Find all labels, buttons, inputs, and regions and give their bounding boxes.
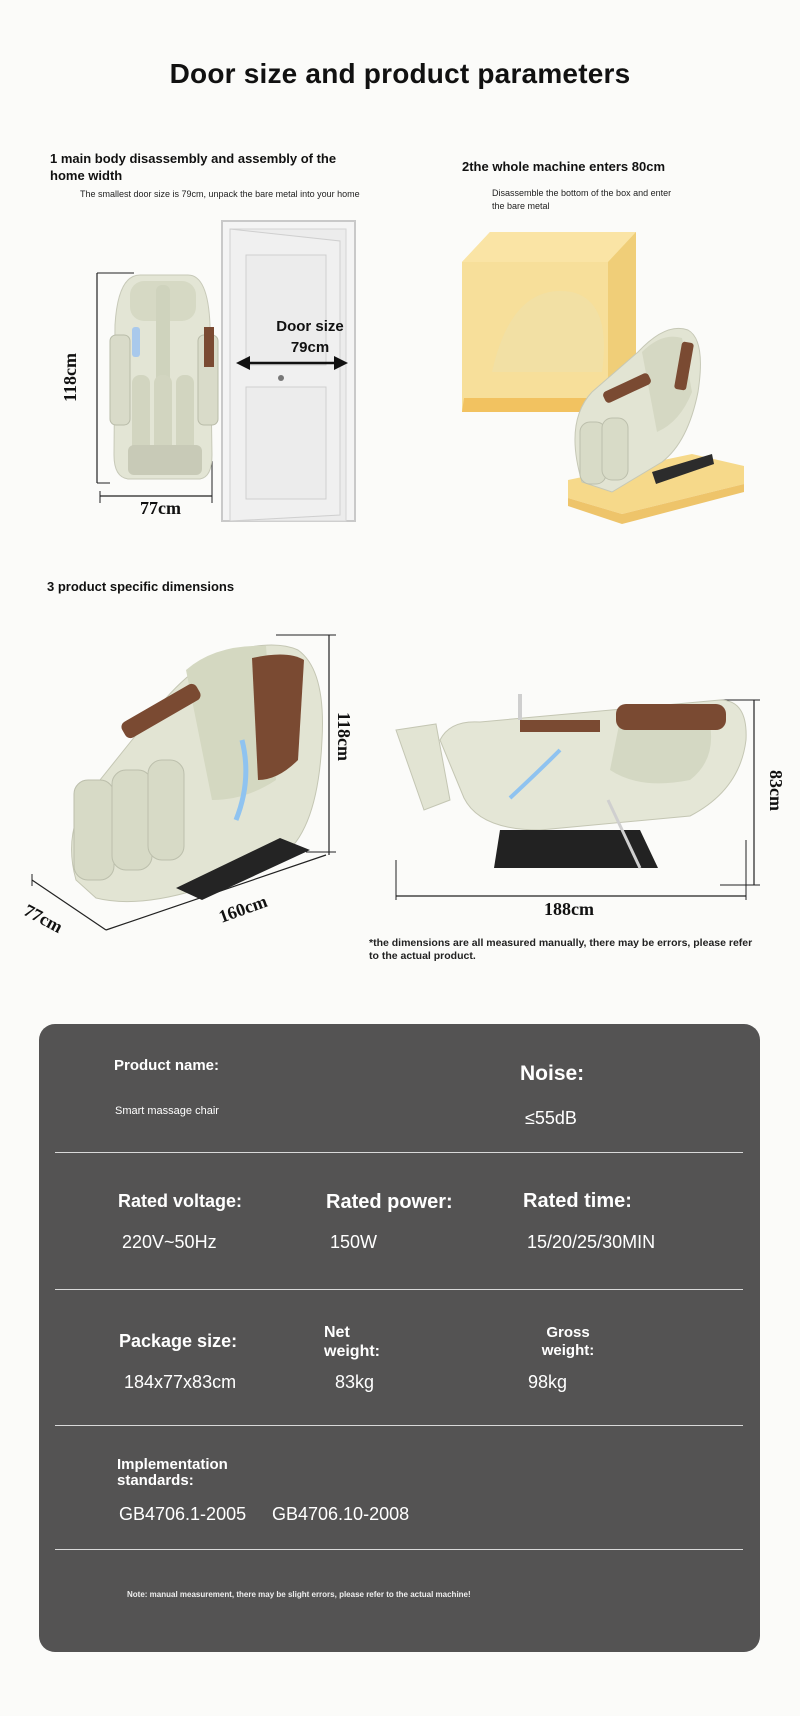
product-name-value: Smart massage chair <box>115 1105 219 1117</box>
angled-height-label: 118cm <box>334 712 354 761</box>
door-size-label <box>260 316 360 358</box>
standards-label: Implementation standards: <box>117 1456 228 1489</box>
angled-length-label: 160cm <box>216 890 270 927</box>
section1-heading: 1 main body disassembly and assembly of the home width <box>50 151 337 183</box>
door-size-line1: Door size <box>276 318 344 335</box>
rated-time-value: 15/20/25/30MIN <box>527 1232 656 1252</box>
net-weight-label: Net weight: <box>324 1324 380 1360</box>
reclined-length-label: 188cm <box>544 899 594 919</box>
chair-front-door-illustration <box>70 215 400 530</box>
standard-1: GB4706.1-2005 <box>119 1504 247 1524</box>
section2-subtext: Disassemble the bottom of the box and enter the bare metal <box>492 188 672 211</box>
page-title: Door size and product parameters <box>169 58 631 89</box>
angled-depth-label: 77cm <box>20 900 67 937</box>
section2-heading: 2the whole machine enters 80cm <box>462 159 666 174</box>
chair-angled-view <box>26 630 366 940</box>
rated-power-label: Rated power: <box>326 1191 453 1213</box>
rated-time-label: Rated time: <box>523 1190 632 1212</box>
net-weight-value: 83kg <box>335 1372 375 1392</box>
gross-weight-label: Gross weight: <box>541 1324 595 1359</box>
chair-front-view <box>110 275 218 479</box>
door-illustration <box>222 221 355 521</box>
product-name-label: Product name: <box>114 1057 220 1074</box>
package-size-label: Package size: <box>119 1331 238 1351</box>
door-size-line2: 79cm <box>290 339 330 356</box>
standard-2: GB4706.10-2008 <box>272 1504 410 1524</box>
dimensions-note: *the dimensions are all measured manually, there may be errors, please refer to the actual product. <box>369 937 753 962</box>
panel-footnote: Note: manual measurement, there may be slight errors, please refer to the actual machine! <box>127 1590 471 1599</box>
chair-reclined-side-view <box>390 680 770 900</box>
spec-panel <box>39 1024 760 1652</box>
divider <box>55 1549 743 1550</box>
package-size-value: 184x77x83cm <box>124 1372 237 1392</box>
section1-subtext: The smallest door size is 79cm, unpack the bare metal into your home <box>80 189 360 199</box>
reclined-height-label: 83cm <box>766 770 786 811</box>
rated-voltage-value: 220V~50Hz <box>122 1232 217 1252</box>
rated-power-value: 150W <box>330 1232 378 1252</box>
front-height-label: 118cm <box>60 353 80 402</box>
divider <box>55 1425 743 1426</box>
divider <box>55 1289 743 1290</box>
divider <box>55 1152 743 1153</box>
boxed-machine-illustration <box>452 222 752 532</box>
gross-weight-value: 98kg <box>528 1372 568 1392</box>
noise-value: ≤55dB <box>525 1108 577 1128</box>
noise-label: Noise: <box>520 1062 585 1085</box>
front-width-label: 77cm <box>140 498 181 518</box>
section3-heading: 3 product specific dimensions <box>47 579 235 594</box>
rated-voltage-label: Rated voltage: <box>118 1191 243 1211</box>
